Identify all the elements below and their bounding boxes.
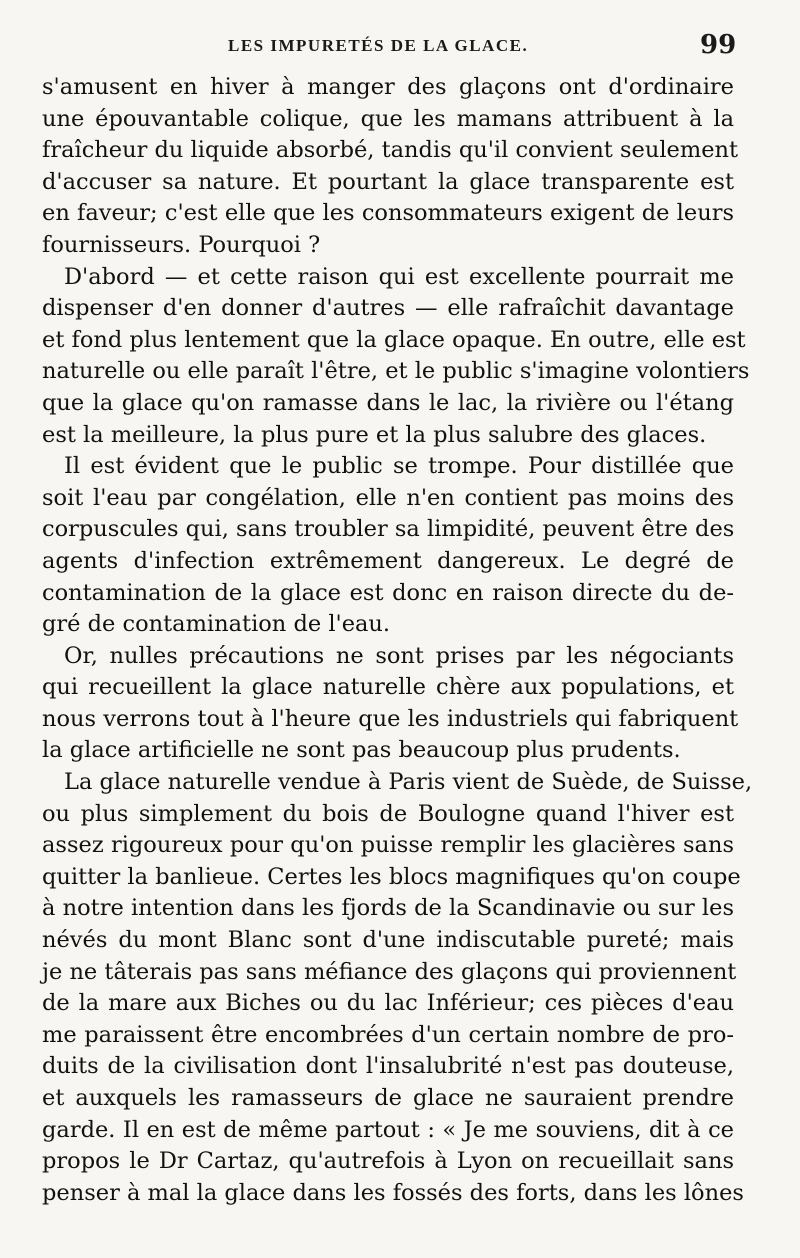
text-line: propos le Dr Cartaz, qu'autrefois à Lyon on recueillait sans xyxy=(42,1148,734,1175)
text-line: névés du mont Blanc sont d'une indiscutable pureté; mais xyxy=(42,927,734,954)
text-line: et fond plus lentement que la glace opaque. En outre, elle est xyxy=(42,326,746,353)
text-line: me paraissent être encombrées d'un certain nombre de pro- xyxy=(42,1021,734,1048)
text-line: qui recueillent la glace naturelle chère aux populations, et xyxy=(42,674,734,701)
text-line: agents d'infection extrêmement dangereux. Le degré de xyxy=(42,547,734,574)
text-line: de la mare aux Biches ou du lac Inférieur; ces pièces d'eau xyxy=(42,990,734,1017)
text-line: en faveur; c'est elle que les consommateurs exigent de leurs xyxy=(42,200,734,227)
text-line: garde. Il en est de même partout : « Je me souviens, dit à ce xyxy=(42,1116,734,1143)
text-line: gré de contamination de l'eau. xyxy=(42,611,391,638)
text-line: à notre intention dans les fjords de la Scandinavie ou sur les xyxy=(42,895,734,922)
text-line: fraîcheur du liquide absorbé, tandis qu'il convient seulement xyxy=(42,137,739,164)
text-line: D'abord — et cette raison qui est excellente pourrait me xyxy=(64,263,734,290)
body-text xyxy=(42,72,753,1209)
text-line: quitter la banlieue. Certes les blocs magnifiques qu'on coupe xyxy=(42,863,741,890)
text-line: que la glace qu'on ramasse dans le lac, la rivière ou l'étang xyxy=(42,389,734,416)
page-number: 99 xyxy=(700,30,737,60)
text-line: s'amusent en hiver à manger des glaçons ont d'ordinaire xyxy=(42,74,734,100)
text-line: soit l'eau par congélation, elle n'en contient pas moins des xyxy=(42,484,734,511)
running-title: LES IMPURETÉS DE LA GLACE. xyxy=(228,36,529,55)
text-line: je ne tâterais pas sans méfiance des glaçons qui proviennent xyxy=(42,958,737,985)
text-line: corpuscules qui, sans troubler sa limpidité, peuvent être des xyxy=(42,516,735,543)
text-line: naturelle ou elle paraît l'être, et le public s'imagine volontiers xyxy=(42,358,750,385)
text-line: nous verrons tout à l'heure que les industriels qui fabriquent xyxy=(42,705,739,732)
text-line: Or, nulles précautions ne sont prises par les négociants xyxy=(64,642,734,669)
text-line: la glace artificielle ne sont pas beaucoup plus prudents. xyxy=(42,737,681,764)
text-line: La glace naturelle vendue à Paris vient de Suède, de Suisse, xyxy=(64,769,753,796)
text-line: dispenser d'en donner d'autres — elle rafraîchit davantage xyxy=(42,295,734,322)
text-line: assez rigoureux pour qu'on puisse remplir les glacières sans xyxy=(42,832,734,859)
text-line: d'accuser sa nature. Et pourtant la glace transparente est xyxy=(42,168,734,195)
text-line: fournisseurs. Pourquoi ? xyxy=(42,231,321,258)
text-line: ou plus simplement du bois de Boulogne quand l'hiver est xyxy=(42,800,734,827)
text-line: penser à mal la glace dans les fossés des forts, dans les lônes xyxy=(42,1179,744,1206)
text-line: contamination de la glace est donc en raison directe du de- xyxy=(42,579,734,606)
text-line: Il est évident que le public se trompe. Pour distillée que xyxy=(64,453,734,480)
text-line: est la meilleure, la plus pure et la plus salubre des glaces. xyxy=(42,421,707,448)
text-line: une épouvantable colique, que les mamans attribuent à la xyxy=(42,105,734,132)
text-line: duits de la civilisation dont l'insalubrité n'est pas douteuse, xyxy=(42,1053,734,1080)
page-header xyxy=(0,30,800,60)
text-line: et auxquels les ramasseurs de glace ne sauraient prendre xyxy=(42,1085,734,1111)
